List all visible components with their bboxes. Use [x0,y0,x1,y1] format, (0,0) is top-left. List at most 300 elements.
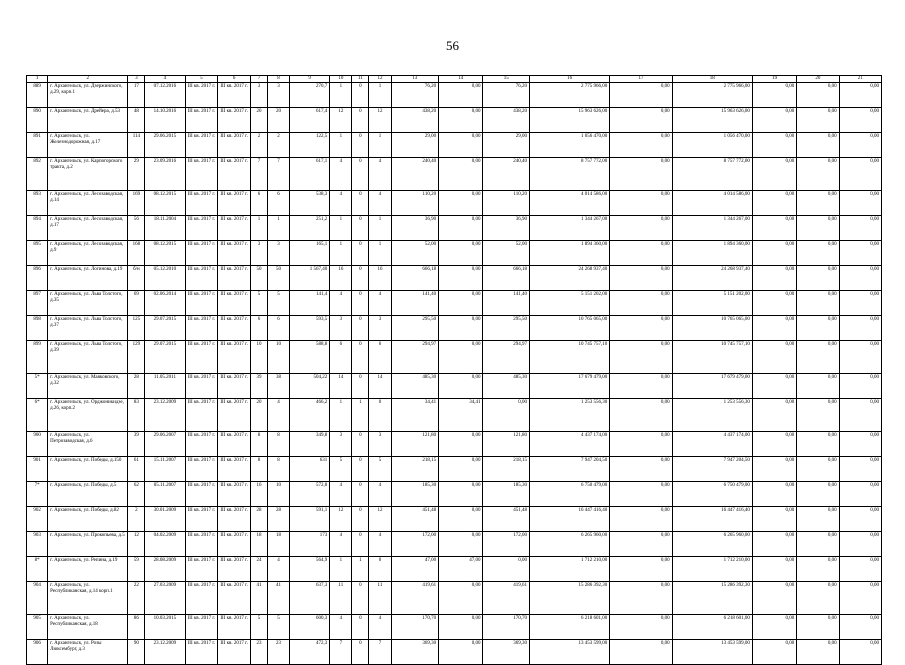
table-cell: 294,97 [391,341,439,374]
table-cell: 240,40 [483,158,530,191]
table-cell: 0 [352,582,369,615]
table-cell: 7 947 204,50 [672,457,752,482]
table-cell: 905 [27,615,48,640]
table-cell: 0,00 [610,158,672,191]
address-cell: г. Архангельск, ул. Петрозаводская, д.6 [48,432,128,457]
table-cell: 39 [251,374,268,399]
column-number-cell: 1 [27,76,48,83]
table-cell: 0,00 [797,266,839,291]
table-row [27,507,882,532]
table-cell: 7 [251,158,268,191]
table-cell: III кв. 2017 г. [185,316,218,341]
table-cell: 8 757 772,00 [672,158,752,191]
column-number-cell: 12 [369,76,391,83]
address-cell: г. Архангельск, ул. Прокопьева, д.5 [48,532,128,557]
table-cell: 0,00 [610,399,672,432]
table-cell: 0,00 [752,341,796,374]
table-cell: 600,3 [290,615,330,640]
table-cell: 0,00 [752,108,796,133]
table-cell: 4 [369,191,391,216]
table-cell: 16 [251,482,268,507]
table-cell: 572,8 [290,482,330,507]
table-cell: 41 [251,582,268,615]
table-cell: 0,00 [752,241,796,266]
table-cell: 173 [290,532,330,557]
table-cell: 69 [128,291,145,316]
table-cell: 5 [251,615,268,640]
address-cell: г. Архангельск, ул. Льва Толстого, д.39 [48,341,128,374]
table-cell: 0,00 [752,316,796,341]
table-cell: 218,15 [483,457,530,482]
table-cell: 1 [369,133,391,158]
table-cell: III кв. 2017 г. [218,507,251,532]
table-cell: III кв. 2017 г. [218,316,251,341]
table-cell: 6 [251,191,268,216]
table-cell: 0,00 [752,457,796,482]
table-cell: 438,20 [483,108,530,133]
table-cell: 0,00 [752,399,796,432]
table-cell: III кв. 2017 г. [185,158,218,191]
table-cell: 0,00 [839,582,881,615]
table-cell: 5 [369,457,391,482]
address-cell: г. Архангельск, ул. Республиканская, д.14 корп.1 [48,582,128,615]
table-cell: 0,00 [439,341,483,374]
table-cell: III кв. 2017 г. [185,241,218,266]
table-cell: 38 [267,374,289,399]
table-cell: III кв. 2017 г. [218,266,251,291]
table-cell: 170,70 [483,615,530,640]
table-cell: 1 [330,216,352,241]
table-cell: 889 [27,83,48,108]
table-cell: 0,00 [839,316,881,341]
table-cell: 4 [267,557,289,582]
table-cell: 5 [267,291,289,316]
table-cell: 0 [352,341,369,374]
table-cell: 28 [128,374,145,399]
table-cell: 29.06.2007 [145,432,185,457]
table-cell: 0 [352,133,369,158]
table-cell: 0,00 [439,615,483,640]
table-cell: 0 [352,291,369,316]
table-cell: 12 [330,108,352,133]
table-cell: 1 [330,399,352,432]
table-cell: 6 [330,341,352,374]
table-cell: 251,2 [290,216,330,241]
table-cell: 23 [267,640,289,665]
table-cell: 0,00 [839,457,881,482]
table-cell: 0,00 [797,216,839,241]
table-cell: 6 [251,316,268,341]
table-cell: 591,1 [290,507,330,532]
table-cell: III кв. 2017 г. [218,457,251,482]
table-cell: 0,00 [752,266,796,291]
table-cell: III кв. 2017 г. [185,83,218,108]
table-cell: 0,00 [439,266,483,291]
table-cell: III кв. 2017 г. [218,482,251,507]
table-row [27,532,882,557]
table-cell: 0,00 [610,316,672,341]
address-cell: г. Архангельск, ул. Логинова, д.19 [48,266,128,291]
table-cell: 12 [128,532,145,557]
table-cell: 901 [27,457,48,482]
table-cell: 28 [251,507,268,532]
table-cell: 172,00 [391,532,439,557]
table-cell: 4 [369,291,391,316]
table-cell: III кв. 2017 г. [218,615,251,640]
column-number-cell: 21 [839,76,881,83]
table-cell: 270,7 [290,83,330,108]
table-row [27,341,882,374]
address-cell: г. Архангельск, ул. Республиканская, д.18 [48,615,128,640]
table-cell: 14.10.2016 [145,108,185,133]
table-cell: 0,00 [610,374,672,399]
table-cell: 0,00 [610,615,672,640]
table-cell: 369,30 [391,640,439,665]
table-cell: 0,00 [839,241,881,266]
table-cell: 0,00 [752,432,796,457]
table-cell: 129 [128,341,145,374]
table-cell: 4 [330,291,352,316]
column-number-cell: 8 [267,76,289,83]
table-cell: 419,61 [483,582,530,615]
table-cell: 564,9 [290,557,330,582]
table-cell: 0,00 [439,133,483,158]
table-cell: III кв. 2017 г. [185,640,218,665]
table-cell: 419,61 [391,582,439,615]
column-number-cell: 2 [48,76,128,83]
table-cell: 168 [128,241,145,266]
table-cell: 904 [27,582,48,615]
table-cell: 891 [27,133,48,158]
table-cell: 121,80 [391,432,439,457]
address-cell: г. Архангельск, ул. Победы, д.82 [48,507,128,532]
table-cell: 897 [27,291,48,316]
table-cell: 504,22 [290,374,330,399]
table-cell: 240,40 [391,158,439,191]
table-cell: 29.06.2015 [145,133,185,158]
table-cell: 76,20 [483,83,530,108]
table-cell: 121,80 [483,432,530,457]
table-cell: 4 [369,532,391,557]
table-cell: 16 [330,266,352,291]
table-cell: III кв. 2017 г. [218,557,251,582]
table-cell: 892 [27,158,48,191]
table-cell: 62 [128,482,145,507]
table-cell: III кв. 2017 г. [218,133,251,158]
table-cell: 1 344 267,00 [529,216,609,241]
table-cell: 6 265 960,00 [672,532,752,557]
column-number-cell: 10 [330,76,352,83]
table-cell: 895 [27,241,48,266]
table-cell: 0,00 [839,557,881,582]
table-cell: 0,00 [839,482,881,507]
table-cell: 07.12.2016 [145,83,185,108]
table-cell: 0,00 [839,341,881,374]
table-cell: 0,00 [752,640,796,665]
table-cell: 893 [27,191,48,216]
table-cell: 0 [352,191,369,216]
table-cell: III кв. 2017 г. [185,191,218,216]
table-cell: 438,20 [391,108,439,133]
table-cell: 0 [352,482,369,507]
table-cell: 1 [352,399,369,432]
table-row [27,432,882,457]
table-cell: 5* [27,374,48,399]
table-cell: 903 [27,532,48,557]
table-cell: 0,00 [610,108,672,133]
table-cell: 0,00 [797,532,839,557]
table-body [27,76,882,665]
table-cell: 36,90 [483,216,530,241]
table-cell: 10 [267,341,289,374]
address-cell: г. Архангельск, ул. Лесозаводская, д.17 [48,216,128,241]
table-cell: 8 [267,457,289,482]
table-cell: 7* [27,482,48,507]
table-cell: III кв. 2017 г. [185,557,218,582]
table-cell: 6 218 601,00 [529,615,609,640]
table-cell: 8* [27,557,48,582]
table-cell: 0,00 [439,432,483,457]
table-cell: 0,00 [839,399,881,432]
table-cell: 0,00 [752,291,796,316]
table-cell: 29.07.2015 [145,341,185,374]
table-cell: 4 [330,615,352,640]
table-cell: 0 [352,158,369,191]
column-number-cell: 11 [352,76,369,83]
table-cell: III кв. 2017 г. [185,457,218,482]
table-cell: 0,00 [797,457,839,482]
table-cell: 24 268 937,40 [672,266,752,291]
table-cell: 485,30 [391,374,439,399]
table-cell: 0,00 [839,191,881,216]
table-cell: 28 [267,507,289,532]
table-cell: 0,00 [752,374,796,399]
table-cell: 2 [251,133,268,158]
table-cell: III кв. 2017 г. [185,432,218,457]
table-row [27,615,882,640]
table-cell: 1 712 210,00 [672,557,752,582]
table-cell: 0,00 [797,399,839,432]
table-cell: 0,00 [797,341,839,374]
table-cell: 4 437 174,00 [672,432,752,457]
table-cell: 0,00 [839,108,881,133]
table-cell: 5 [267,615,289,640]
table-cell: III кв. 2017 г. [218,532,251,557]
table-cell: 3 [330,316,352,341]
table-cell: 0,00 [752,133,796,158]
table-cell: 10 [267,482,289,507]
table-cell: 114 [128,133,145,158]
table-cell: 13 453 599,00 [672,640,752,665]
table-cell: 0 [352,108,369,133]
table-cell: 0,00 [797,507,839,532]
table-cell: 0,00 [610,341,672,374]
table-cell: 0,00 [439,158,483,191]
table-cell: 0,00 [839,291,881,316]
table-cell: 0,00 [610,482,672,507]
table-cell: 0,00 [752,216,796,241]
table-cell: 8 [267,432,289,457]
table-row [27,582,882,615]
address-cell: г. Архангельск, ул. Лесозаводская, д.14 [48,191,128,216]
table-cell: 50 [267,266,289,291]
table-cell: 15 286 392,30 [672,582,752,615]
table-cell: 1 567,40 [290,266,330,291]
table-cell: 0,00 [797,640,839,665]
table-cell: 0,00 [839,374,881,399]
table-cell: 8 757 772,00 [529,158,609,191]
table-cell: 0,00 [610,191,672,216]
table-cell: 0,00 [610,582,672,615]
table-cell: 0 [352,640,369,665]
table-cell: 0,00 [797,316,839,341]
table-cell: III кв. 2017 г. [185,507,218,532]
table-cell: 18 [267,532,289,557]
column-number-cell: 19 [752,76,796,83]
address-cell: г. Архангельск, ул. Победы, д.5 [48,482,128,507]
table-cell: 1 253 556,30 [672,399,752,432]
table-cell: 0,00 [752,83,796,108]
table-cell: III кв. 2017 г. [185,399,218,432]
table-cell: 18.11.2004 [145,216,185,241]
table-cell: 47,00 [391,557,439,582]
table-cell: 0,00 [610,457,672,482]
table-cell: 0,00 [797,133,839,158]
table-cell: 1 [330,557,352,582]
table-cell: 3 [251,241,268,266]
table-cell: 294,97 [483,341,530,374]
table-cell: 10 745 757,10 [529,341,609,374]
table-cell: 0 [352,216,369,241]
table-row [27,108,882,133]
table-cell: 6 265 960,00 [529,532,609,557]
column-number-cell: 5 [185,76,218,83]
column-number-cell: 16 [529,76,609,83]
table-cell: 4 [330,482,352,507]
table-cell: 2 [128,507,145,532]
table-row [27,482,882,507]
table-cell: 0,00 [610,216,672,241]
table-cell: 0,00 [439,291,483,316]
table-cell: 0,00 [839,216,881,241]
table-cell: 16 447 416,40 [672,507,752,532]
table-cell: 0 [352,83,369,108]
table-cell: 90 [128,640,145,665]
table-cell: 27.03.2009 [145,582,185,615]
table-cell: 36,90 [391,216,439,241]
table-cell: 7 [330,640,352,665]
table-cell: 165,1 [290,241,330,266]
table-cell: 0,00 [797,108,839,133]
table-cell: 890 [27,108,48,133]
table-cell: 899 [27,341,48,374]
table-cell: 902 [27,507,48,532]
table-cell: III кв. 2017 г. [218,108,251,133]
table-cell: 0,00 [797,557,839,582]
table-cell: 169 [128,191,145,216]
table-cell: 0,00 [752,557,796,582]
table-cell: 472,3 [290,640,330,665]
column-number-row [27,76,882,83]
table-cell: 1 [369,241,391,266]
address-cell: г. Архангельск, ул. Карпогорского тракта, д.2 [48,158,128,191]
table-cell: 17 679 479,00 [672,374,752,399]
table-cell: 0,00 [839,615,881,640]
table-cell: 4 [330,191,352,216]
table-cell: 0,00 [610,291,672,316]
table-cell: 141,40 [391,291,439,316]
table-cell: 17 [128,83,145,108]
table-cell: 52,00 [391,241,439,266]
table-cell: 3 [330,432,352,457]
table-cell: 141,4 [290,291,330,316]
table-cell: 39 [128,432,145,457]
table-cell: 24 [251,557,268,582]
table-cell: 4 014 586,00 [529,191,609,216]
table-cell: 23 [251,640,268,665]
table-cell: 05.12.2010 [145,266,185,291]
table-cell: III кв. 2017 г. [185,482,218,507]
table-cell: 0,00 [610,640,672,665]
table-cell: 0,00 [839,158,881,191]
table-cell: 6 [267,316,289,341]
table-cell: 59 [128,557,145,582]
table-cell: 141,40 [483,291,530,316]
table-cell: III кв. 2017 г. [218,191,251,216]
table-cell: 0,00 [610,241,672,266]
table-cell: 0 [369,399,391,432]
table-cell: 0 [352,615,369,640]
address-cell: г. Архангельск, ул. Репина, д.19 [48,557,128,582]
table-cell: 11 [330,582,352,615]
table-cell: III кв. 2017 г. [218,291,251,316]
column-number-cell: 15 [483,76,530,83]
table-cell: 0 [352,266,369,291]
table-cell: 0,00 [839,133,881,158]
table-cell: 0,00 [439,241,483,266]
table-cell: 28.08.2009 [145,557,185,582]
table-cell: 8 [251,457,268,482]
table-cell: 10.03.2015 [145,615,185,640]
table-row [27,557,882,582]
table-row [27,191,882,216]
table-cell: 15 286 392,30 [529,582,609,615]
table-cell: б/н [128,266,145,291]
table-cell: III кв. 2017 г. [218,241,251,266]
table-cell: 6 750 479,00 [529,482,609,507]
table-cell: 0,00 [610,83,672,108]
column-number-cell: 6 [218,76,251,83]
table-cell: 5 151 202,00 [529,291,609,316]
table-cell: III кв. 2017 г. [185,341,218,374]
table-cell: 0 [352,241,369,266]
table-cell: 0 [352,457,369,482]
column-number-cell: 17 [610,76,672,83]
table-cell: 1 [251,216,268,241]
table-cell: 0,00 [797,191,839,216]
table-cell: III кв. 2017 г. [218,341,251,374]
table-cell: III кв. 2017 г. [218,158,251,191]
table-cell: III кв. 2017 г. [218,216,251,241]
table-cell: 08.12.2015 [145,191,185,216]
table-cell: 0,00 [439,507,483,532]
table-cell: 2 775 966,00 [529,83,609,108]
table-cell: 1 344 267,00 [672,216,752,241]
table-cell: 47,00 [439,557,483,582]
table-cell: 349,8 [290,432,330,457]
table-row [27,399,882,432]
table-cell: 185,30 [391,482,439,507]
